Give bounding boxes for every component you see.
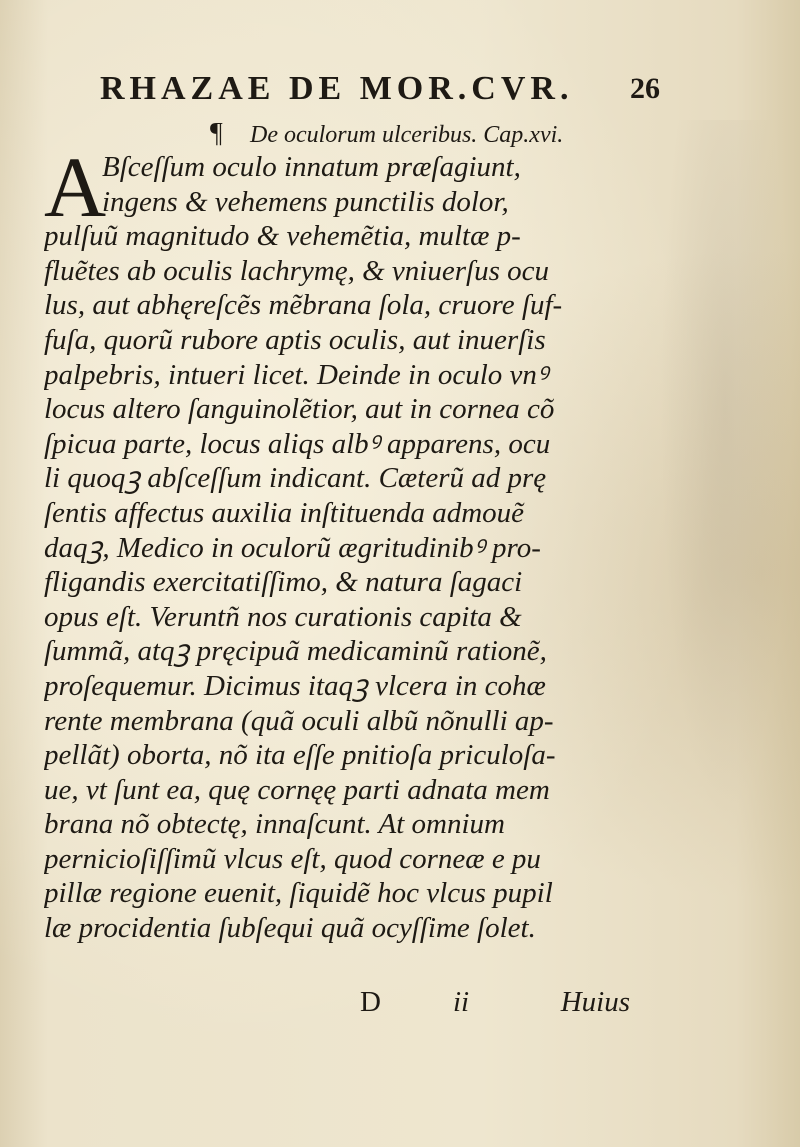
text-line: ſpicua parte, locus aliqs albꝰ apparens, ocu <box>44 427 551 460</box>
text-line: fligandis exercitatiſſimo, & natura ſagaci <box>44 566 523 599</box>
text-line: fluẽtes ab oculis lachrymę, & vniuerſus ocu <box>44 254 549 287</box>
text-body <box>44 139 644 946</box>
text-line: Bſceſſum oculo innatum præſagiunt, <box>102 151 521 183</box>
text-line: palpebris, intueri licet. Deinde in oculo vnꝰ <box>44 358 548 391</box>
signature-number: ii <box>453 986 470 1018</box>
text-line: proſequemur. Dicimus itaqꝫ vlcera in cohæ <box>44 669 546 702</box>
drop-cap: A <box>44 139 107 235</box>
text-line: daqꝫ, Medico in oculorũ ægritudinibꝰ pro- <box>44 531 541 564</box>
text-line: fuſa, quorũ rubore aptis oculis, aut inuerſis <box>44 323 546 356</box>
folio-number: 26 <box>630 72 660 105</box>
text-line: lus, aut abhęreſcẽs mẽbrana ſola, cruore ſuf- <box>44 289 563 322</box>
text-line: opus eſt. Veruntñ nos curationis capita & <box>44 600 522 633</box>
show-through-shadow <box>660 120 790 820</box>
catchword: Huius <box>560 986 630 1018</box>
text-line: pernicioſiſſimũ vlcus eſt, quod corneæ e pu <box>44 842 541 875</box>
chapter-title: De oculorum ulceribus. Cap.xvi. <box>250 122 564 148</box>
text-line: rente membrana (quã oculi albũ nõnulli ap- <box>44 704 554 737</box>
running-title: RHAZAE DE MOR.CVR. <box>100 70 574 107</box>
chapter-heading <box>210 118 670 150</box>
text-line: ue, vt ſunt ea, quę cornęę parti adnata mem <box>44 773 550 806</box>
text-line: pellãt) oborta, nõ ita eſſe pnitioſa priculoſa- <box>44 739 556 772</box>
text-line: locus altero ſanguinolẽtior, aut in cornea cõ <box>44 393 555 426</box>
text-line: li quoqꝫ abſceſſum indicant. Cæterũ ad prę <box>44 462 547 495</box>
text-line: ſentis affectus auxilia inſtituenda admouẽ <box>44 496 525 529</box>
text-line: ingens & vehemens punctilis dolor, <box>102 185 509 218</box>
text-line: pillæ regione euenit, ſiquidẽ hoc vlcus pupil <box>44 877 553 910</box>
pilcrow-icon: ¶ <box>210 118 223 149</box>
signature-mark: D <box>360 986 381 1018</box>
catchword-line <box>360 986 630 1022</box>
text-line: brana nõ obtectę, innaſcunt. At omnium <box>44 808 505 841</box>
text-line: ſummã, atqꝫ pręcipuã medicaminũ rationẽ, <box>44 635 547 668</box>
page-header <box>100 70 660 114</box>
text-line: læ procidentia ſubſequi quã ocyſſime ſolet. <box>44 912 536 945</box>
text-line: pulſuũ magnitudo & vehemẽtia, multæ p- <box>44 220 521 253</box>
